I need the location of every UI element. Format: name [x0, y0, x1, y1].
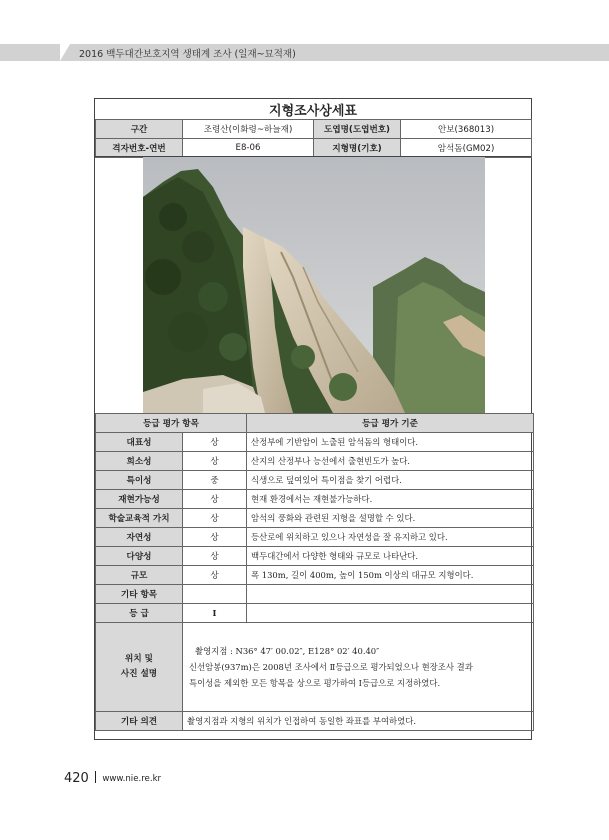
eval-criteria-header: 등급 평가 기준	[247, 414, 534, 433]
running-header-band	[0, 44, 609, 61]
table-row	[96, 566, 534, 585]
running-header-title: 2016 백두대간보호지역 생태계 조사 (일재~묘적재)	[79, 49, 296, 60]
page-footer	[64, 771, 161, 786]
sheet-title: 지형조사상세표	[95, 99, 531, 120]
grade-value: Ⅰ	[183, 604, 247, 623]
grade-label: 등 급	[96, 604, 183, 623]
opinion-text: 촬영지점과 지형의 위치가 인접하여 동일한 좌표를 부여하였다.	[183, 712, 534, 731]
eval-criterion: 백두대간에서 다양한 형태와 규모로 나타난다.	[247, 547, 534, 566]
table-row	[96, 471, 534, 490]
location-label-line2: 사진 설명	[120, 669, 158, 679]
location-coords: 촬영지점 : N36° 47′ 00.02″, E128° 02′ 40.40″	[195, 646, 380, 656]
location-label-line1: 위치 및	[125, 654, 153, 664]
table-row	[96, 490, 534, 509]
eval-item-label: 대표성	[96, 433, 183, 452]
table-row	[96, 547, 534, 566]
location-description	[183, 623, 534, 712]
eval-grade: 상	[183, 547, 247, 566]
photo-cell	[95, 156, 531, 727]
footer-separator	[95, 771, 97, 783]
eval-grade: 중	[183, 471, 247, 490]
eval-grade: 상	[183, 490, 247, 509]
eval-item-label: 특이성	[96, 471, 183, 490]
footer-url: www.nie.re.kr	[102, 774, 162, 784]
grade-empty	[247, 604, 534, 623]
eval-grade: 상	[183, 566, 247, 585]
landform-label: 지형명(기호)	[314, 139, 401, 158]
eval-item-label: 다양성	[96, 547, 183, 566]
evaluation-table	[95, 413, 534, 731]
table-row	[96, 452, 534, 471]
page-number: 420	[64, 771, 89, 786]
eval-criterion: 산정부에 기반암이 노출된 암석돔의 형태이다.	[247, 433, 534, 452]
eval-criterion: 암석의 풍화와 관련된 지형을 설명할 수 있다.	[247, 509, 534, 528]
other-items-grade	[183, 585, 247, 604]
location-label	[96, 623, 183, 712]
other-items-criterion	[247, 585, 534, 604]
table-row	[96, 604, 534, 623]
landform-photo	[143, 157, 485, 413]
eval-criterion: 현재 환경에서는 재현불가능하다.	[247, 490, 534, 509]
location-desc-line1: 신선암봉(937m)은 2008년 조사에서 Ⅱ등급으로 평가되었으나 현장조사 결과	[189, 662, 473, 672]
map-label: 도엽명(도엽번호)	[314, 120, 401, 139]
opinion-label: 기타 의견	[96, 712, 183, 731]
eval-criterion: 폭 130m, 길이 400m, 높이 150m 이상의 대규모 지형이다.	[247, 566, 534, 585]
info-table	[95, 119, 532, 158]
section-label: 구간	[96, 120, 183, 139]
table-row	[96, 528, 534, 547]
eval-item-label: 규모	[96, 566, 183, 585]
eval-item-label: 재현가능성	[96, 490, 183, 509]
eval-item-label: 희소성	[96, 452, 183, 471]
eval-criterion: 식생으로 덮여있어 특이점을 찾기 어렵다.	[247, 471, 534, 490]
eval-criterion: 등산로에 위치하고 있으나 자연성을 잘 유지하고 있다.	[247, 528, 534, 547]
table-row	[96, 585, 534, 604]
eval-grade: 상	[183, 452, 247, 471]
grid-label: 격자번호-연번	[96, 139, 183, 158]
grid-value: E8-06	[183, 139, 314, 158]
survey-sheet	[94, 98, 532, 740]
header-tab-notch	[60, 44, 70, 61]
other-items-label: 기타 항목	[96, 585, 183, 604]
eval-items-header: 등급 평가 항목	[96, 414, 247, 433]
section-value: 조령산(이화령~하늘재)	[183, 120, 314, 139]
location-desc-line2: 특이성을 제외한 모든 항목을 상으로 평가하여 Ⅰ등급으로 지정하였다.	[189, 678, 441, 688]
landform-value: 암석돔(GM02)	[401, 139, 532, 158]
table-row	[96, 433, 534, 452]
eval-grade: 상	[183, 433, 247, 452]
table-row	[96, 509, 534, 528]
eval-grade: 상	[183, 509, 247, 528]
eval-item-label: 학술교육적 가치	[96, 509, 183, 528]
map-value: 안보(368013)	[401, 120, 532, 139]
eval-criterion: 산지의 산정부나 능선에서 출현빈도가 높다.	[247, 452, 534, 471]
eval-grade: 상	[183, 528, 247, 547]
eval-item-label: 자연성	[96, 528, 183, 547]
table-row	[96, 712, 534, 731]
table-row	[96, 623, 534, 712]
